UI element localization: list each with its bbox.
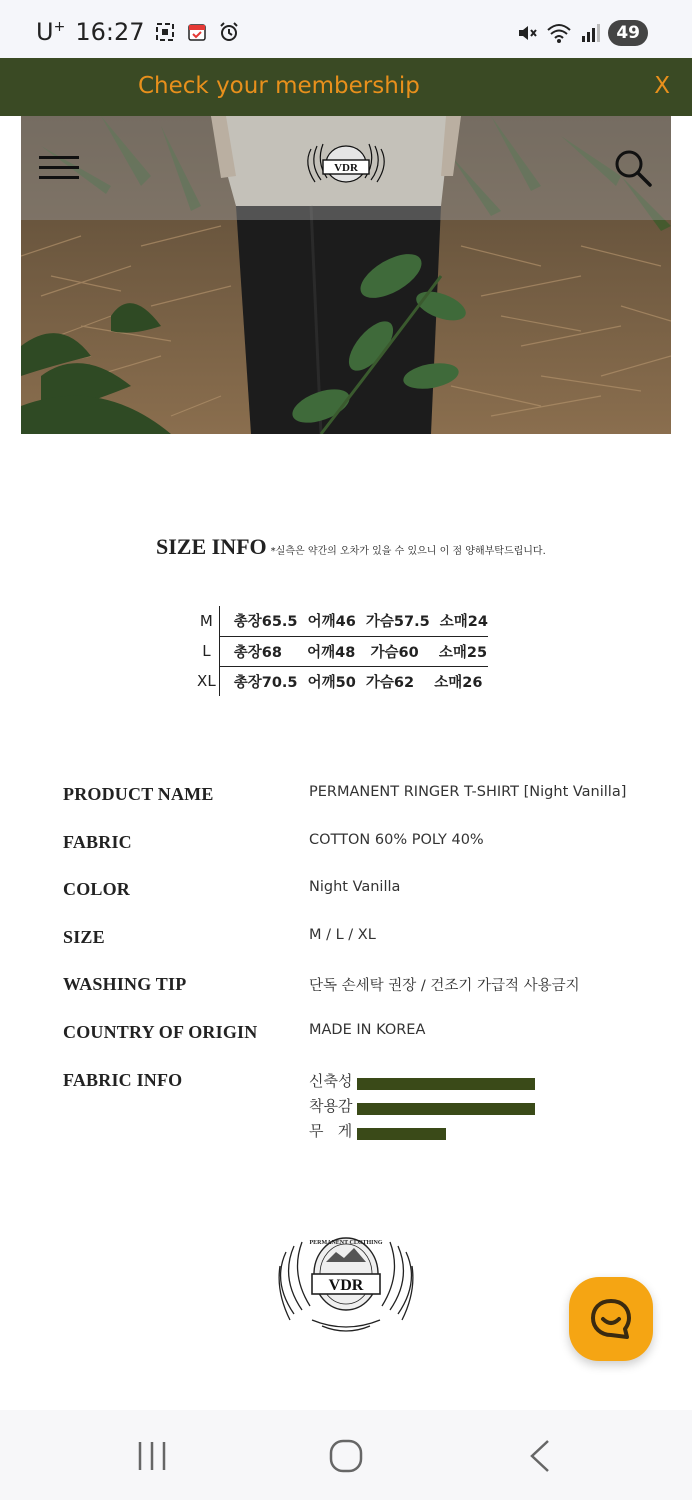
info-label: COUNTRY OF ORIGIN <box>63 1022 258 1042</box>
back-icon[interactable] <box>516 1438 564 1474</box>
info-row-washing-tip <box>63 966 663 996</box>
info-label: SIZE <box>63 927 105 947</box>
fabric-bar-label: 무 게 <box>309 1122 353 1140</box>
carrier-text: U <box>36 18 54 46</box>
size-table <box>196 606 488 696</box>
info-row-fabric <box>63 824 663 854</box>
fabric-bar-fill <box>357 1078 535 1090</box>
info-label: COLOR <box>63 879 131 899</box>
info-label: WASHING TIP <box>63 974 187 994</box>
chat-button[interactable] <box>569 1277 653 1361</box>
info-row-country-of-origin <box>63 1014 663 1044</box>
size-label: XL <box>196 666 219 696</box>
fabric-bar-fill <box>357 1128 446 1140</box>
fabric-bar-track <box>357 1128 535 1140</box>
footer-logo-text: VDR <box>328 1277 364 1294</box>
wifi-icon <box>546 22 572 44</box>
chat-icon <box>589 1297 633 1341</box>
info-value: MADE IN KOREA <box>309 1022 426 1038</box>
fabric-bar-label: 착용감 <box>309 1097 353 1115</box>
alarm-icon <box>218 21 240 43</box>
signal-icon <box>580 22 600 44</box>
size-row-xl <box>196 666 488 696</box>
size-row-l <box>196 636 488 666</box>
size-label: M <box>196 606 219 636</box>
info-row-size <box>63 919 663 949</box>
info-label: PRODUCT NAME <box>63 784 214 804</box>
calendar-icon <box>186 21 208 43</box>
fabric-bar-fill <box>357 1103 535 1115</box>
search-icon[interactable] <box>613 148 653 188</box>
carrier-label <box>36 18 65 46</box>
status-bar <box>0 0 692 58</box>
banner-close-button[interactable]: X <box>654 73 670 99</box>
info-label: FABRIC <box>63 832 132 852</box>
info-value: Night Vanilla <box>309 879 401 895</box>
size-measurements: 총장70.5 어깨50 가슴62 소매26 <box>233 674 483 691</box>
info-value: M / L / XL <box>309 927 376 943</box>
size-measurements: 총장68 어깨48 가슴60 소매25 <box>219 636 488 666</box>
recent-apps-icon[interactable] <box>128 1438 176 1474</box>
fabric-bar-track <box>357 1103 535 1115</box>
size-row-m <box>196 606 488 636</box>
info-row-color <box>63 871 663 901</box>
footer-logo-arc-text: PERMANENT CLOTHING <box>309 1240 383 1246</box>
size-info-title <box>156 534 546 560</box>
brand-logo[interactable] <box>301 134 391 194</box>
size-info-note: *실측은 약간의 오차가 있을 수 있으니 이 점 양해부탁드립니다. <box>270 546 546 557</box>
membership-banner-text[interactable]: Check your membership <box>138 73 420 99</box>
size-measurements: 총장65.5 어깨46 가슴57.5 소매24 <box>219 606 488 636</box>
hamburger-menu-icon[interactable] <box>39 156 79 180</box>
product-hero-image <box>21 116 671 434</box>
fabric-bar-label: 신축성 <box>309 1072 353 1090</box>
mute-icon <box>516 22 538 44</box>
info-value: 단독 손세탁 권장 / 건조기 가급적 사용금지 <box>309 978 580 994</box>
info-label: FABRIC INFO <box>63 1070 183 1090</box>
home-icon[interactable] <box>322 1438 370 1474</box>
info-value: COTTON 60% POLY 40% <box>309 832 484 848</box>
status-right <box>516 20 648 46</box>
fabric-bar-track <box>357 1078 535 1090</box>
clock-time: 16:27 <box>75 18 145 46</box>
system-navigation-bar <box>0 1410 692 1500</box>
footer-brand-logo <box>272 1222 420 1334</box>
battery-indicator: 49 <box>608 20 648 46</box>
membership-banner[interactable] <box>0 58 692 116</box>
size-label: L <box>196 636 219 666</box>
info-row-product-name <box>63 776 663 806</box>
status-left <box>36 18 240 46</box>
brand-logo-text: VDR <box>334 162 358 174</box>
size-info-heading: SIZE INFO <box>156 534 267 559</box>
carrier-sup: + <box>53 19 66 35</box>
screenshot-icon <box>154 21 176 43</box>
info-value: PERMANENT RINGER T-SHIRT [Night Vanilla] <box>309 784 627 800</box>
